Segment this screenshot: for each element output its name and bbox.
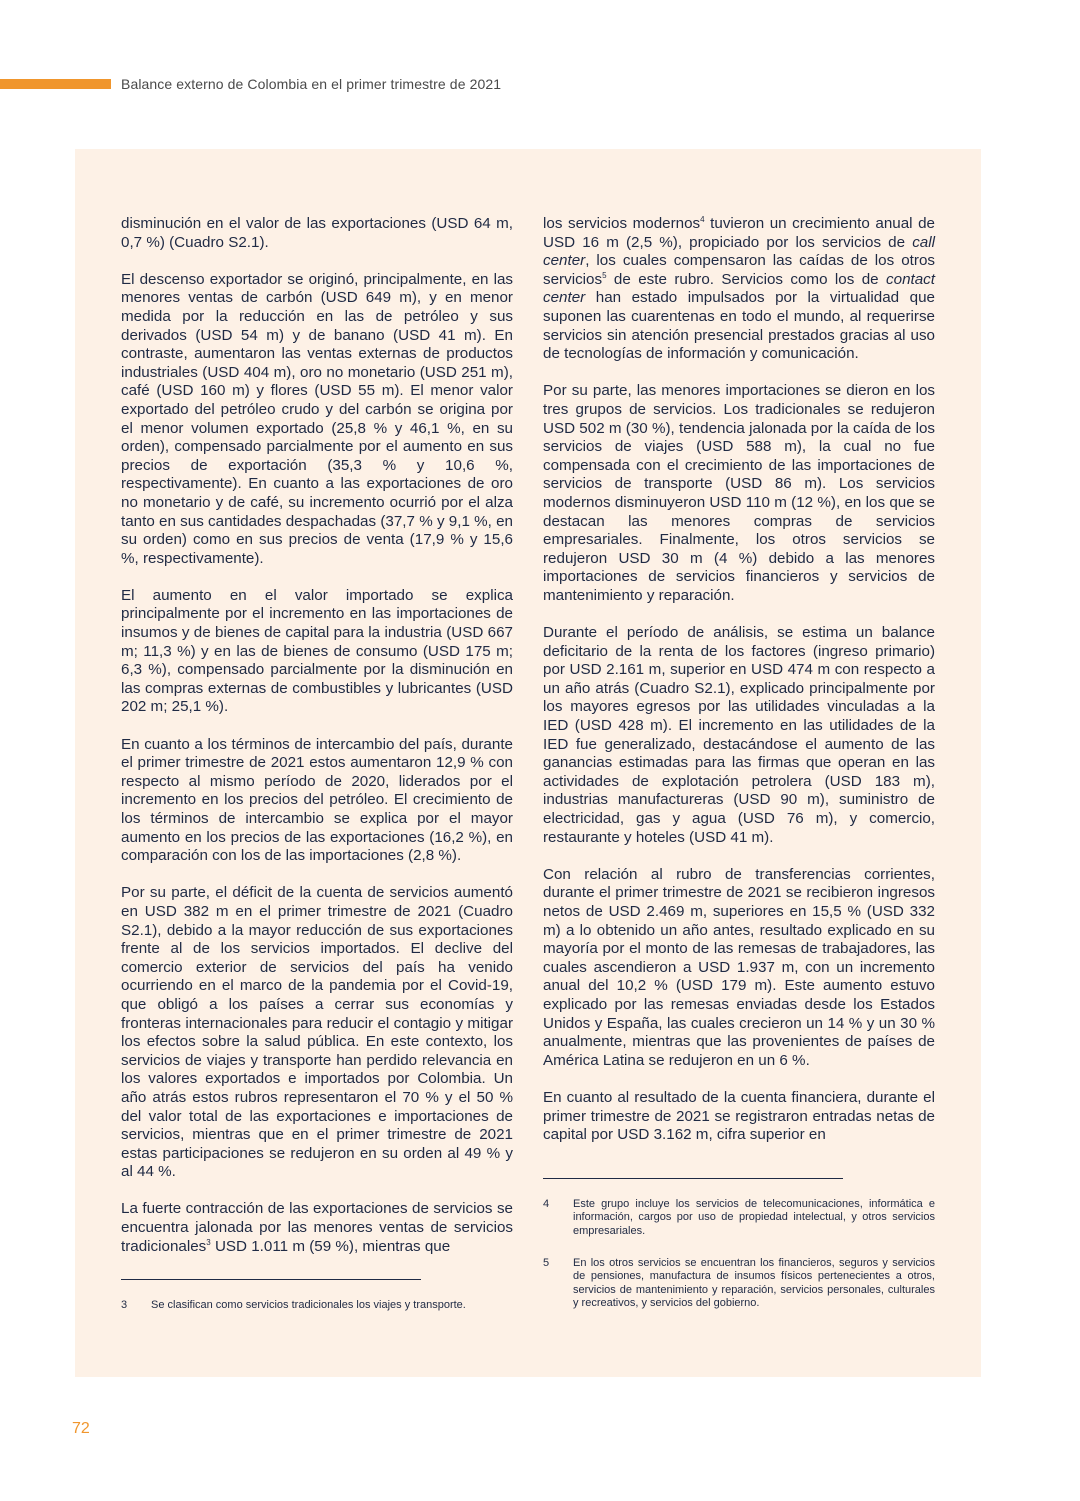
footnote-5-number: 5 — [543, 1257, 550, 1269]
footnote-3-text: Se clasifican como servicios tradicionales los viajes y transporte. — [151, 1299, 466, 1311]
right-paragraph-2: Por su parte, las menores importaciones se dieron en los tres grupos de servicios. Los tradicionales se redujeron USD 502 m (30 %), tendencia jalonada por la caída de los servicios de viajes (USD 588 m), la cual no fue compensada con el crecimiento de las importaciones de servicios de transporte (USD 86 m). Los servicios modernos disminuyeron USD 110 m (12 %), en los que se destacan las menores compras de servicios empresariales. Finalmente, los otros servicios se redujeron USD 30 m (4 %) debido a las menores importaciones de servicios financieros y servicios de mantenimiento y reparación. — [543, 382, 935, 604]
running-header-title: Balance externo de Colombia en el primer trimestre de 2021 — [121, 76, 502, 92]
right-paragraph-4: Con relación al rubro de transferencias corrientes, durante el primer trimestre de 2021 se recibieron ingresos netos de USD 2.469 m, superiores en 15,5 % (USD 332 m) a lo obtenido un año antes, resultado explicado en su mayoría por el monto de las remesas de trabajadores, las cuales ascendieron a USD 1.937 m, con un incremento anual del 10,2 % (USD 179 m). Este aumento estuvo explicado por las remesas enviadas desde los Estados Unidos y España, las cuales crecieron un 14 % y un 30 % anualmente, mientras que las provenientes de países de América Latina se redujeron en un 6 %. — [543, 865, 935, 1069]
footnote-ref-3[interactable]: 3 — [206, 1237, 211, 1247]
footnote-ref-5[interactable]: 5 — [602, 270, 607, 280]
left-paragraph-2: El descenso exportador se originó, principalmente, en las menores ventas de carbón (USD 649 m), y en menor medida por la reducción en las de petróleo y sus derivados (USD 54 m) y de banano (USD 41 m). En contraste, aumentaron las ventas externas de productos industriales (USD 404 m), oro no monetario (USD 251 m), café (USD 160 m) y flores (USD 55 m). El menor valor exportado del petróleo crudo y del carbón se origina por el menor volumen exportado (25,8 % y 46,1 %, en su orden), compensado parcialmente por el aumento en sus precios de exportación (35,3 % y 10,6 %, respectivamente). En cuanto a las exportaciones de oro no monetario y de café, su incremento ocurrió por el alza tanto en sus cantidades despachadas (37,7 % y 9,1 %, en su orden) como en sus precios de venta (17,9 % y 15,6 %, respectivamente). — [121, 270, 513, 567]
left-text-column — [121, 215, 513, 1275]
right-p1-em-call-center: call center — [543, 233, 935, 270]
left-paragraph-1: disminución en el valor de las exportaciones (USD 64 m, 0,7 %) (Cuadro S2.1). — [121, 215, 513, 251]
right-paragraph-1 — [543, 215, 935, 364]
left-paragraph-5: Por su parte, el déficit de la cuenta de servicios aumentó en USD 382 m en el primer trimestre de 2021 (Cuadro S2.1), debido a la mayor reducción de sus exportaciones frente al de los servicios importados. El declive del comercio exterior de servicios del país ha venido ocurriendo en el marco de la pandemia por el Covid-19, que obligó a los países a cerrar sus economías y fronteras internacionales para reducir el contagio y mitigar los efectos sobre la salud pública. En este contexto, los servicios de viajes y transporte han perdido relevancia en los valores exportados e importados por Colombia. Un año atrás estos rubros representaron el 70 % y el 50 % del valor total de las exportaciones e importaciones de servicios, mientras que en el primer trimestre de 2021 estas participaciones se redujeron en su orden al 49 % y al 44 %. — [121, 884, 513, 1181]
footnote-divider-right — [543, 1178, 843, 1179]
footnote-5-text: En los otros servicios se encuentran los financieros, seguros y servicios de pensiones, manufactura de insumos físicos pertenecientes a otros, servicios de mantenimiento y reparación, servicios personales, culturales y recreativos, y servicios del gobierno. — [573, 1257, 935, 1310]
right-p1-em-contact-center: contact center — [543, 270, 935, 307]
footnote-3-number: 3 — [121, 1299, 128, 1311]
header-accent-bar — [0, 79, 111, 89]
footnote-ref-4[interactable]: 4 — [700, 215, 705, 224]
right-p1-text-c: , los cuales compensaron las caídas de los otros servicios — [543, 252, 935, 288]
page-number: 72 — [72, 1420, 90, 1437]
left-paragraph-6 — [121, 1200, 513, 1256]
footnote-4-number: 4 — [543, 1198, 550, 1210]
right-p1-text-a: los servicios modernos — [543, 215, 701, 232]
footnote-divider-left — [121, 1279, 421, 1280]
footnote-4-text: Este grupo incluye los servicios de telecomunicaciones, informática e información, cargos por uso de propiedad intelectual, y otros servicios empresariales. — [573, 1198, 935, 1237]
left-paragraph-3: El aumento en el valor importado se explica principalmente por el incremento en las importaciones de insumos y de bienes de capital para la industria (USD 667 m; 11,3 %) y en las de bienes de consumo (USD 175 m; 6,3 %), compensado parcialmente por la disminución en las compras externas de combustibles y lubricantes (USD 202 m; 25,1 %). — [121, 586, 513, 716]
right-text-column — [543, 215, 935, 1163]
left-paragraph-6-text-b: USD 1.011 m (59 %), mientras que — [210, 1237, 451, 1255]
right-p1-text-d: de este rubro. Servicios como los de — [606, 270, 887, 288]
right-paragraph-5: En cuanto al resultado de la cuenta financiera, durante el primer trimestre de 2021 se registraron entradas netas de capital por USD 3.162 m, cifra superior en — [543, 1088, 935, 1144]
right-p1-text-b: tuvieron un crecimiento anual de USD 16 m (2,5 %), propiciado por los servicios de — [543, 215, 935, 251]
left-paragraph-6-text-a: La fuerte contracción de las exportaciones de servicios se encuentra jalonada por las menores ventas de servicios tradicionales — [121, 1200, 513, 1255]
right-paragraph-3: Durante el período de análisis, se estima un balance deficitario de la renta de los factores (ingreso primario) por USD 2.161 m, superior en USD 474 m con respecto a un año atrás (Cuadro S2.1), explicado principalmente por los mayores egresos por las utilidades vinculadas a la IED (USD 428 m). El incremento en las utilidades de la IED fue generalizado, destacándose el aumento de las ganancias estimadas para las firmas que operan en las actividades de explotación petrolera (USD 183 m), industrias manufactureras (USD 90 m), suministro de electricidad, gas y agua (USD 76 m), y comercio, restaurante y hoteles (USD 41 m). — [543, 624, 935, 846]
right-p1-text-e: han estado impulsados por la virtualidad que suponen las cuarentenas en todo el mundo, al requerirse servicios sin atención presencial prestados gracias al uso de tecnologías de información y comunicación. — [543, 289, 935, 363]
left-paragraph-4: En cuanto a los términos de intercambio del país, durante el primer trimestre de 2021 estos aumentaron 12,9 % con respecto al mismo período de 2020, liderados por el incremento en los precios del petróleo. El crecimiento de los términos de intercambio se explica por el mayor aumento en los precios de las exportaciones (16,2 %), en comparación con los de las importaciones (2,8 %). — [121, 735, 513, 865]
